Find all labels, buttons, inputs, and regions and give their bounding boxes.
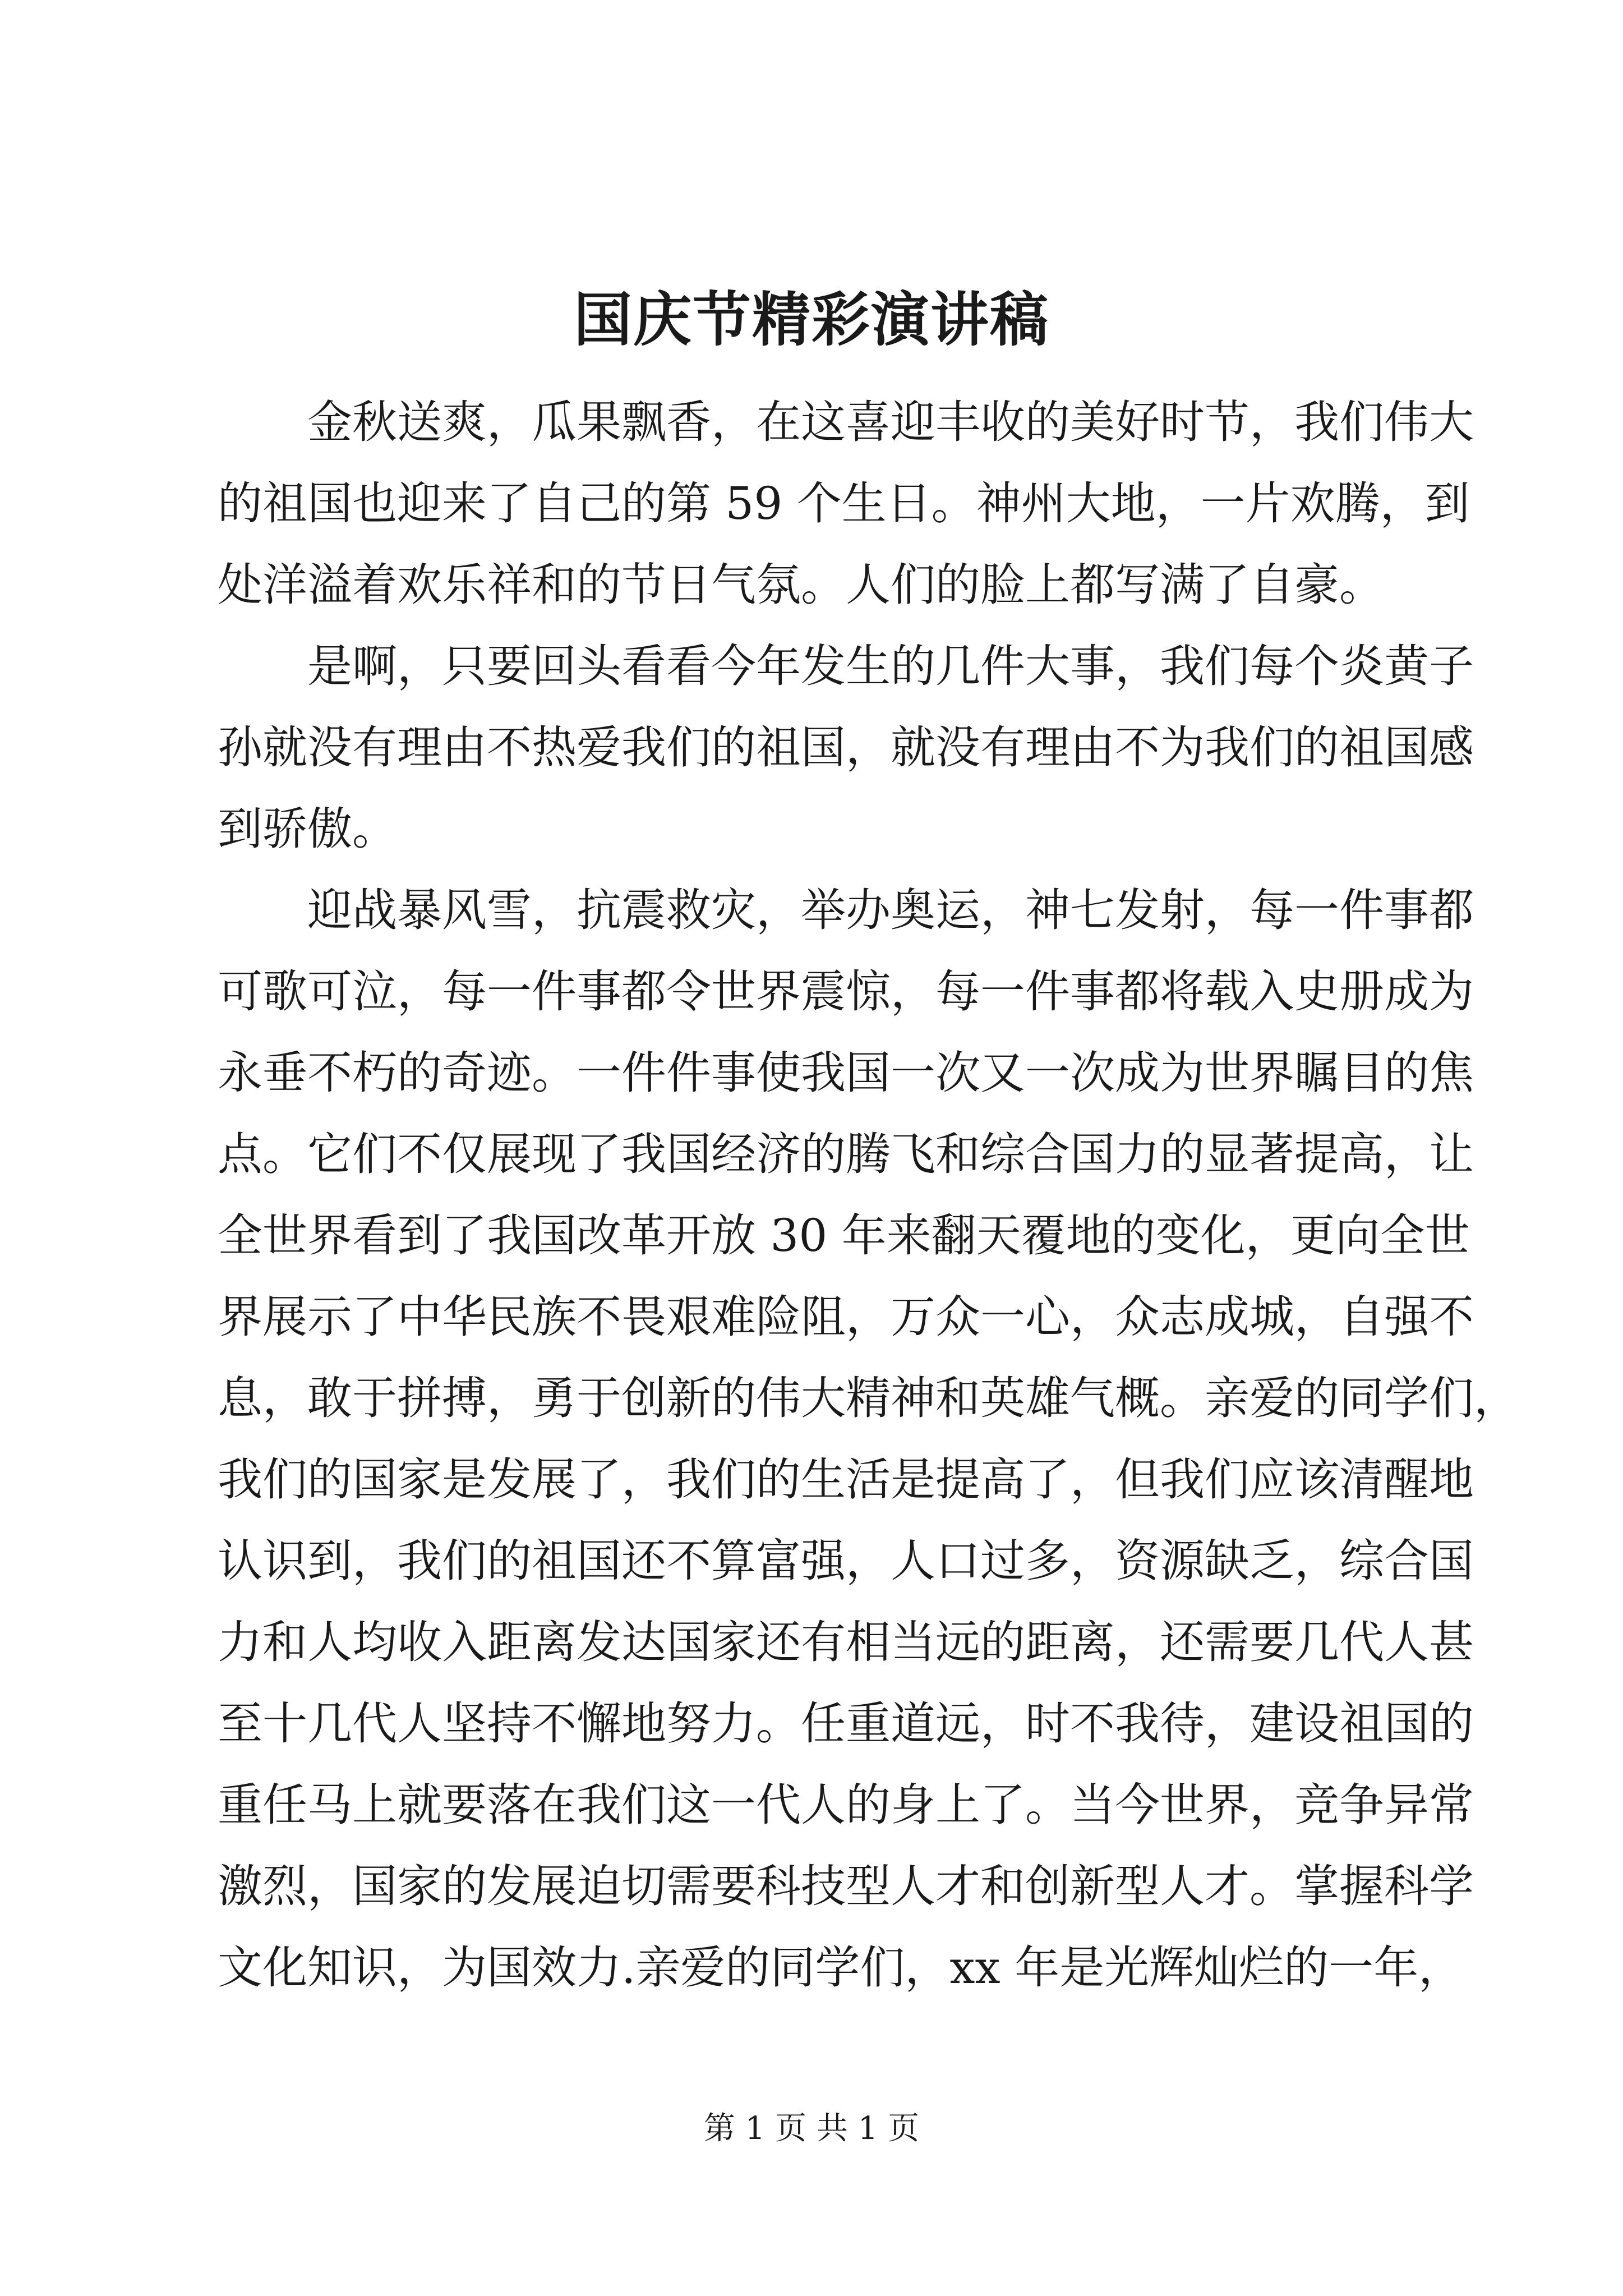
- paragraph-3-line-8: 我们的国家是发展了，我们的生活是提高了，但我们应该清醒地: [218, 1453, 1474, 1506]
- paragraph-3-line-4: 点。它们不仅展现了我国经济的腾飞和综合国力的显著提高，让: [218, 1128, 1474, 1180]
- paragraph-3-line-3: 永垂不朽的奇迹。一件件事使我国一次又一次成为世界瞩目的焦: [218, 1047, 1474, 1099]
- paragraph-3-line-7: 息，敢于拼搏，勇于创新的伟大精神和英雄气概。亲爱的同学们，: [218, 1372, 1519, 1424]
- paragraph-3-line-6: 界展示了中华民族不畏艰难险阻，万众一心，众志成城，自强不: [218, 1291, 1474, 1343]
- paragraph-3-line-1: 迎战暴风雪，抗震救灾，举办奥运，神七发射，每一件事都: [307, 884, 1474, 936]
- paragraph-3-line-12: 重任马上就要落在我们这一代人的身上了。当今世界，竞争异常: [218, 1779, 1474, 1831]
- paragraph-3-line-11: 至十几代人坚持不懈地努力。任重道远，时不我待，建设祖国的: [218, 1697, 1474, 1750]
- page-footer: 第 1 页 共 1 页: [703, 2110, 920, 2147]
- paragraph-2-line-2: 孙就没有理由不热爱我们的祖国，就没有理由不为我们的祖国感: [218, 721, 1474, 774]
- paragraph-3-line-13: 激烈，国家的发展迫切需要科技型人才和创新型人才。掌握科学: [218, 1860, 1474, 1912]
- paragraph-3-line-10: 力和人均收入距离发达国家还有相当远的距离，还需要几代人甚: [218, 1616, 1474, 1668]
- paragraph-3-line-2: 可歌可泣，每一件事都令世界震惊，每一件事都将载入史册成为: [218, 965, 1474, 1018]
- paragraph-2-line-1: 是啊，只要回头看看今年发生的几件大事，我们每个炎黄子: [307, 640, 1474, 692]
- paragraph-2-line-3: 到骄傲。: [218, 803, 397, 855]
- paragraph-1-line-1: 金秋送爽，瓜果飘香，在这喜迎丰收的美好时节，我们伟大: [307, 396, 1474, 448]
- document-title: 国庆节精彩演讲稿: [573, 285, 1049, 354]
- paragraph-3-line-5: 全世界看到了我国改革开放 30 年来翻天覆地的变化，更向全世: [218, 1209, 1470, 1262]
- paragraph-3-line-9: 认识到，我们的祖国还不算富强，人口过多，资源缺乏，综合国: [218, 1535, 1474, 1587]
- paragraph-3-line-14: 文化知识，为国效力.亲爱的同学们，xx 年是光辉灿烂的一年，: [218, 1941, 1464, 1994]
- paragraph-1-line-3: 处洋溢着欢乐祥和的节日气氛。人们的脸上都写满了自豪。: [218, 559, 1384, 611]
- document-body: [218, 381, 1519, 2008]
- paragraph-1-line-2: 的祖国也迎来了自己的第 59 个生日。神州大地，一片欢腾，到: [218, 477, 1470, 530]
